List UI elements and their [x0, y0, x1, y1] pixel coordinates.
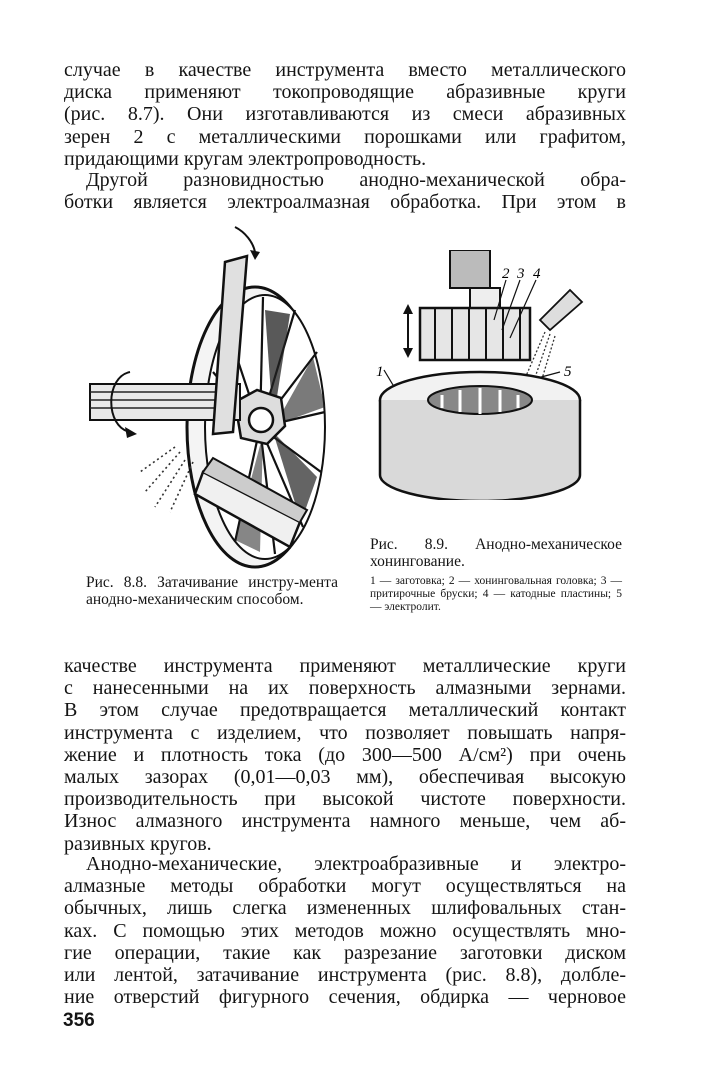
figure-label-1: 1 [376, 364, 384, 380]
text-line: придающими кругам электропроводность. [64, 147, 427, 170]
text-line: зерен 2 с металлическими порошками или графитом, [64, 125, 626, 148]
paragraph-2 [64, 169, 626, 213]
figure-label-4: 4 [533, 266, 541, 282]
text-line: качестве инструмента применяют металлические круги [64, 655, 626, 677]
text-line: алмазные методы обработки могут осуществляться на [64, 875, 626, 898]
text-line: ние отверстий фигурного сечения, обдирка — черновое [64, 986, 626, 1009]
figure-8-8-caption: Рис. 8.8. Затачивание инстру-мента анодно-механическим способом. [86, 574, 338, 608]
figure-8-9-illustration [370, 250, 620, 500]
text-line: Анодно-механические, электроабразивные и электро- [86, 853, 626, 875]
text-line: малых зазорах (0,01—0,03 мм), обеспечивая высокую [64, 766, 626, 789]
figure-label-2: 2 [502, 266, 510, 282]
paragraph-3 [64, 655, 626, 855]
figure-8-9-caption: Рис. 8.9. Анодно-механическое хонингование. [370, 536, 622, 570]
figure-8-8-illustration [85, 222, 360, 572]
text-line: Износ алмазного инструмента намного меньше, чем аб- [64, 810, 626, 833]
text-line: случае в качестве инструмента вместо металлического [64, 59, 626, 81]
text-line: жение и плотность тока (до 300—500 А/см²) при очень [64, 743, 626, 766]
text-line: (рис. 8.7). Они изготавливаются из смеси абразивных [64, 103, 626, 126]
page-number: 356 [63, 1010, 95, 1031]
text-line: производительность при высокой чистоте поверхности. [64, 788, 626, 811]
text-line: разивных кругов. [64, 832, 212, 855]
text-line: Другой разновидностью анодно-механической обра- [86, 169, 626, 191]
paragraph-4 [64, 853, 626, 1008]
text-line: гие операции, такие как разрезание заготовки диском [64, 941, 626, 964]
figure-label-5: 5 [564, 364, 572, 380]
text-line: В этом случае предотвращается металлический контакт [64, 699, 626, 722]
text-line: ках. С помощью этих методов можно осуществлять мно- [64, 919, 626, 942]
text-line: инструмента с изделием, что позволяет повышать напря- [64, 721, 626, 744]
figure-8-9-legend: 1 — заготовка; 2 — хонинговальная головка; 3 — притирочные бруски; 4 — катодные пластины; 5 — электролит. [370, 575, 622, 613]
text-line: ботки является электроалмазная обработка. При этом в [64, 191, 626, 214]
text-line: с нанесенными на их поверхность алмазными зернами. [64, 677, 626, 700]
figure-label-3: 3 [517, 266, 525, 282]
text-line: обычных, лишь слегка измененных шлифовальных стан- [64, 897, 626, 920]
paragraph-1 [64, 59, 626, 170]
text-line: или лентой, затачивание инструмента (рис. 8.8), долбле- [64, 964, 626, 987]
text-line: диска применяют токопроводящие абразивные круги [64, 81, 626, 104]
